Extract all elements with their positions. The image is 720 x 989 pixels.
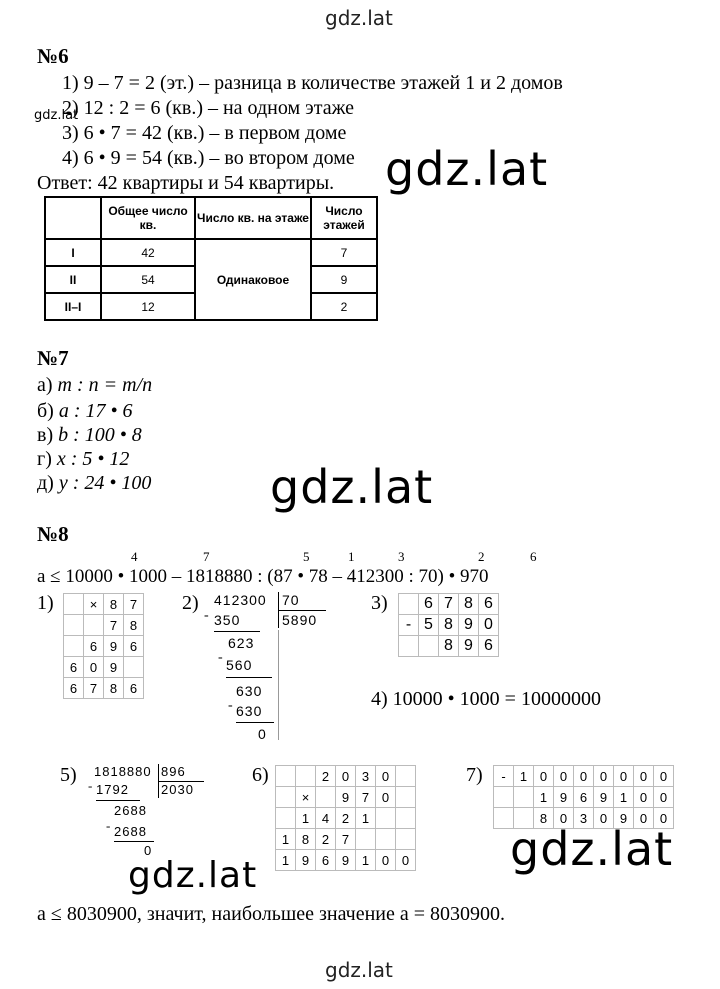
grid-cell: 7 [439,594,459,615]
grid-cell: 6 [479,636,499,657]
grid-cell: 0 [634,766,654,787]
step4-line: 4) 10000 • 1000 = 10000000 [371,688,601,710]
p6-line-2: 2) 12 : 2 = 6 (кв.) – на одном этаже [62,97,355,119]
grid-cell: 0 [396,850,416,871]
grid-cell: - [494,766,514,787]
division-line [114,841,154,842]
table-header-floors: Число этажей [311,197,377,239]
division-step: 2688 [114,824,147,839]
grid-cell [396,787,416,808]
p7-line-v: в) b : 100 • 8 [37,424,142,446]
grid-cell: 1 [276,850,296,871]
quotient: 2030 [161,782,194,797]
grid-cell: 1 [614,787,634,808]
grid-cell: 7 [124,594,144,615]
grid-cell: 9 [104,657,124,678]
p6-table [44,196,378,321]
grid-cell [356,829,376,850]
order-number: 5 [303,549,310,564]
grid-row [399,594,499,615]
grid-cell: 2 [336,808,356,829]
watermark-2: gdz.lat [270,460,434,514]
grid-row [64,594,144,615]
grid-cell [64,615,84,636]
grid-cell: 6 [316,850,336,871]
grid-row [399,615,499,636]
grid-cell [399,636,419,657]
order-number: 2 [478,549,485,564]
grid-row [276,766,416,787]
grid-cell: 0 [554,766,574,787]
grid-cell: 8 [124,615,144,636]
division-line [214,631,260,632]
margin-line [278,630,279,740]
table-cell: 2 [311,293,377,320]
grid-cell: - [399,615,419,636]
division-step: 630 [236,683,263,699]
grid-row [64,615,144,636]
grid-cell: 0 [376,766,396,787]
grid-cell: 0 [554,808,574,829]
step3-grid [398,593,499,657]
table-header-empty [45,197,101,239]
order-number: 4 [131,549,138,564]
table-cell: 54 [101,266,195,293]
grid-cell: 1 [514,766,534,787]
step-label: 5) [60,764,77,786]
division-step: 350 [214,612,241,628]
grid-cell [396,766,416,787]
minus-sign: - [106,818,111,833]
grid-row [494,787,674,808]
grid-cell [396,829,416,850]
step-label: 2) [182,592,199,614]
problem-8-header: №8 [37,522,69,546]
grid-cell [419,636,439,657]
division-line [96,800,140,801]
table-merged-cell: Одинаковое [195,239,311,320]
grid-cell: 0 [594,766,614,787]
p6-line-1: 1) 9 – 7 = 2 (эт.) – разница в количестве этажей 1 и 2 домов [62,72,563,94]
step6-grid [275,765,416,871]
watermark-3: gdz.lat [510,822,674,876]
p7-line-g: г) x : 5 • 12 [37,448,130,470]
table-header-total: Общее число кв. [101,197,195,239]
grid-cell: 6 [124,636,144,657]
grid-cell: 2 [316,829,336,850]
division-step: 2688 [114,803,147,818]
grid-row [64,678,144,699]
table-cell: 7 [311,239,377,266]
step7-grid [493,765,674,829]
step-label: 7) [466,764,483,786]
divisor: 70 [282,592,300,608]
problem-7-header: №7 [37,346,69,370]
grid-cell: 8 [104,678,124,699]
divisor: 896 [161,764,186,779]
grid-cell [376,829,396,850]
grid-cell: 2 [316,766,336,787]
grid-cell: 8 [104,594,124,615]
grid-cell [494,787,514,808]
grid-cell: 0 [634,808,654,829]
grid-cell [276,787,296,808]
grid-row [276,829,416,850]
minus-sign: - [228,698,233,713]
minus-sign: - [218,650,223,665]
step-label: 1) [37,592,54,614]
grid-cell: 9 [614,808,634,829]
grid-cell [276,808,296,829]
minus-sign: - [204,608,209,623]
grid-cell: 0 [634,787,654,808]
division-step: 623 [228,635,255,651]
grid-cell: 5 [419,615,439,636]
grid-cell: 0 [84,657,104,678]
grid-cell: 0 [654,766,674,787]
grid-cell: 1 [356,808,376,829]
grid-cell: 9 [459,615,479,636]
table-cell: 42 [101,239,195,266]
grid-cell: 9 [336,850,356,871]
grid-cell: 1 [296,808,316,829]
grid-row [276,787,416,808]
division-bar [158,781,204,782]
step-label: 6) [252,764,269,786]
grid-cell: 8 [534,808,554,829]
grid-cell [396,808,416,829]
grid-cell: 0 [376,850,396,871]
grid-cell: 0 [654,808,674,829]
minus-sign: - [88,778,93,793]
grid-cell: 9 [104,636,124,657]
grid-cell: 6 [479,594,499,615]
order-number: 1 [348,549,355,564]
order-number: 7 [203,549,210,564]
grid-cell [514,787,534,808]
p8-answer: a ≤ 8030900, значит, наибольшее значение a = 8030900. [37,903,506,925]
dividend: 412300 [214,592,267,608]
division-step: 560 [226,657,253,673]
problem-6-header: №6 [37,44,69,68]
grid-cell [64,594,84,615]
grid-cell: 7 [336,829,356,850]
grid-cell: 3 [356,766,376,787]
table-row-label: I [45,239,101,266]
grid-cell: 0 [654,787,674,808]
grid-cell: 9 [594,787,614,808]
grid-cell: 8 [459,594,479,615]
grid-cell: 4 [316,808,336,829]
grid-cell [84,615,104,636]
grid-row [399,636,499,657]
grid-row [494,808,674,829]
grid-cell: 0 [376,787,396,808]
grid-row [276,850,416,871]
p6-line-4: 4) 6 • 9 = 54 (кв.) – во втором доме [62,147,355,169]
grid-cell [514,808,534,829]
table-cell: 12 [101,293,195,320]
watermark-4: gdz.lat [128,855,258,896]
table-row-label: II–I [45,293,101,320]
grid-cell: 1 [356,850,376,871]
grid-row [276,808,416,829]
division-step: 0 [258,726,267,742]
grid-cell [276,766,296,787]
grid-cell [494,808,514,829]
grid-cell: 0 [336,766,356,787]
division-bar [278,610,326,611]
grid-cell: 8 [296,829,316,850]
grid-cell: 8 [439,636,459,657]
division-line [226,677,272,678]
p7-line-b: б) a : 17 • 6 [37,400,133,422]
watermark-1: gdz.lat [385,142,549,196]
grid-cell [124,657,144,678]
grid-cell: 0 [479,615,499,636]
division-line [236,722,274,723]
grid-cell: 6 [124,678,144,699]
grid-cell: × [84,594,104,615]
grid-cell: 0 [574,766,594,787]
grid-cell: × [296,787,316,808]
grid-row [64,636,144,657]
watermark-tiny: gdz.lat [34,108,79,123]
grid-cell: 1 [276,829,296,850]
dividend: 1818880 [94,764,152,779]
p6-line-3: 3) 6 • 7 = 42 (кв.) – в первом доме [62,122,347,144]
grid-cell [376,808,396,829]
grid-cell: 9 [459,636,479,657]
grid-cell: 7 [356,787,376,808]
grid-cell: 7 [104,615,124,636]
order-number: 6 [530,549,537,564]
grid-cell: 0 [614,766,634,787]
grid-cell: 0 [534,766,554,787]
grid-cell: 0 [594,808,614,829]
grid-cell: 9 [554,787,574,808]
p7-line-d: д) y : 24 • 100 [37,472,152,494]
grid-cell [296,766,316,787]
grid-cell: 7 [84,678,104,699]
division-step: 1792 [96,782,129,797]
grid-cell: 6 [419,594,439,615]
grid-cell: 9 [296,850,316,871]
grid-cell: 6 [64,657,84,678]
quotient: 5890 [282,612,318,628]
grid-cell: 1 [534,787,554,808]
grid-row [64,657,144,678]
table-row-label: II [45,266,101,293]
division-step: 630 [236,703,263,719]
p6-answer: Ответ: 42 квартиры и 54 квартиры. [37,172,335,194]
order-number: 3 [398,549,405,564]
watermark-top: gdz.lat [325,6,393,30]
grid-cell [316,787,336,808]
p8-expression: a ≤ 10000 • 1000 – 1818880 : (87 • 78 – 412300 : 70) • 970 [37,566,489,587]
grid-cell [399,594,419,615]
grid-cell: 3 [574,808,594,829]
grid-cell: 8 [439,615,459,636]
grid-cell: 6 [574,787,594,808]
p7-line-a: а) m : n = m/n [37,374,153,396]
step1-grid [63,593,144,699]
grid-cell: 6 [84,636,104,657]
grid-cell [64,636,84,657]
watermark-bottom: gdz.lat [325,958,393,982]
grid-cell: 6 [64,678,84,699]
grid-cell: 9 [336,787,356,808]
grid-row [494,766,674,787]
division-step: 0 [144,843,153,858]
step-label: 3) [371,592,388,614]
table-header-per-floor: Число кв. на этаже [195,197,311,239]
table-cell: 9 [311,266,377,293]
